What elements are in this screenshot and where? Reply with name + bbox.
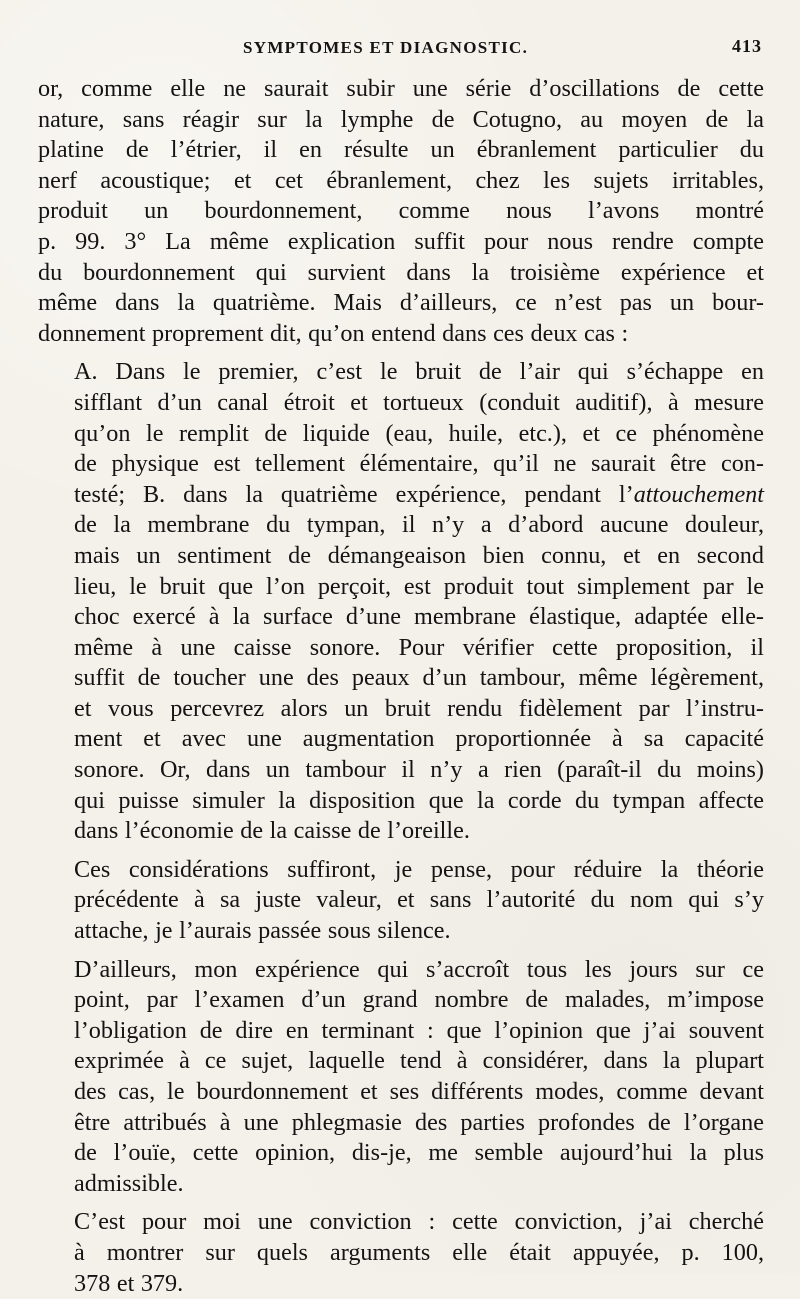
paragraph-1 [38, 74, 764, 349]
italic-word: attouchement [633, 480, 764, 508]
text-line: qui puisse simuler la disposition que la corde du tympan affecte [74, 786, 764, 814]
text-line-with-italic [38, 480, 764, 511]
text-line: dans l’économie de la caisse de l’oreille. [74, 817, 470, 845]
text-line: point, par l’examen d’un grand nombre de malades, m’impose [74, 986, 764, 1014]
text-line: même dans la quatrième. Mais d’ailleurs, ce n’est pas un bour- [38, 289, 764, 317]
text-line: exprimée à ce sujet, laquelle tend à considérer, dans la plupart [74, 1047, 764, 1075]
text-line: de l’ouïe, cette opinion, dis-je, me semble aujourd’hui la plus [74, 1139, 764, 1167]
text-line: du bourdonnement qui survient dans la troisième expérience et [38, 258, 764, 286]
text-line: A. Dans le premier, c’est le bruit de l’air qui s’échappe en [74, 358, 764, 386]
text-line: nerf acoustique; et cet ébranlement, chez les sujets irritables, [38, 166, 764, 194]
running-head: SYMPTOMES ET DIAGNOSTIC. [243, 38, 529, 57]
text-line: de physique est tellement élémentaire, qu’il ne saurait être con- [74, 450, 764, 478]
text-line: l’obligation de dire en terminant : que l’opinion que j’ai souvent [74, 1016, 764, 1044]
page-header [38, 34, 764, 74]
text-line: être attribués à une phlegmasie des parties profondes de l’organe [74, 1108, 764, 1136]
page-text [38, 74, 764, 1299]
paragraph-4 [38, 955, 764, 1200]
text-line: des cas, le bourdonnement et ses différents modes, comme devant [74, 1078, 764, 1105]
text-line: attache, je l’aurais passée sous silence. [74, 917, 451, 945]
text-line: Ces considérations suffiront, je pense, pour réduire la théorie [74, 855, 764, 883]
paragraph-2 [38, 357, 764, 847]
paragraph-5 [38, 1207, 764, 1299]
text-line: de la membrane du tympan, il n’y a d’abord aucune douleur, [74, 511, 764, 539]
text-line: produit un bourdonnement, comme nous l’avons montré [38, 197, 764, 225]
text-line: ment et avec une augmentation proportionnée à sa capacité [74, 725, 764, 753]
page-number: 413 [732, 36, 762, 56]
text-line: platine de l’étrier, il en résulte un ébranlement particulier du [38, 136, 764, 164]
text-line: p. 99. 3° La même explication suffit pour nous rendre compte [38, 227, 764, 255]
text-line: D’ailleurs, mon expérience qui s’accroît tous les jours sur ce [74, 955, 764, 983]
paragraph-3 [38, 855, 764, 947]
text-line: C’est pour moi une conviction : cette conviction, j’ai cherché [74, 1208, 764, 1236]
text-line: sonore. Or, dans un tambour il n’y a rien (paraît-il du moins) [74, 756, 764, 784]
text-line: précédente à sa juste valeur, et sans l’autorité du nom qui s’y [74, 886, 764, 914]
text-line: à montrer sur quels arguments elle était appuyée, p. 100, [74, 1238, 764, 1266]
text-line: donnement proprement dit, qu’on entend dans ces deux cas : [38, 319, 629, 347]
text-line: choc exercé à la surface d’une membrane élastique, adaptée elle- [74, 603, 764, 631]
text-line: mais un sentiment de démangeaison bien connu, et en second [74, 541, 764, 569]
text-line: 378 et 379. [74, 1269, 184, 1297]
text-line: nature, sans réagir sur la lymphe de Cotugno, au moyen de la [38, 105, 764, 133]
text-line: admissible. [74, 1169, 184, 1197]
text-line: même à une caisse sonore. Pour vérifier cette proposition, il [74, 633, 764, 661]
text-line: lieu, le bruit que l’on perçoit, est produit tout simplement par le [74, 572, 764, 600]
text-line: or, comme elle ne saurait subir une série d’oscillations de cette [38, 75, 764, 102]
text-line: et vous percevrez alors un bruit rendu fidèlement par l’instru- [74, 694, 764, 722]
text-line: suffit de toucher une des peaux d’un tambour, même légèrement, [74, 664, 764, 692]
text-line-start: testé; B. dans la quatrième expérience, pendant l’ [74, 480, 634, 508]
text-line: qu’on le remplit de liquide (eau, huile, etc.), et ce phénomène [74, 419, 764, 447]
text-line: sifflant d’un canal étroit et tortueux (conduit auditif), à mesure [74, 388, 764, 416]
